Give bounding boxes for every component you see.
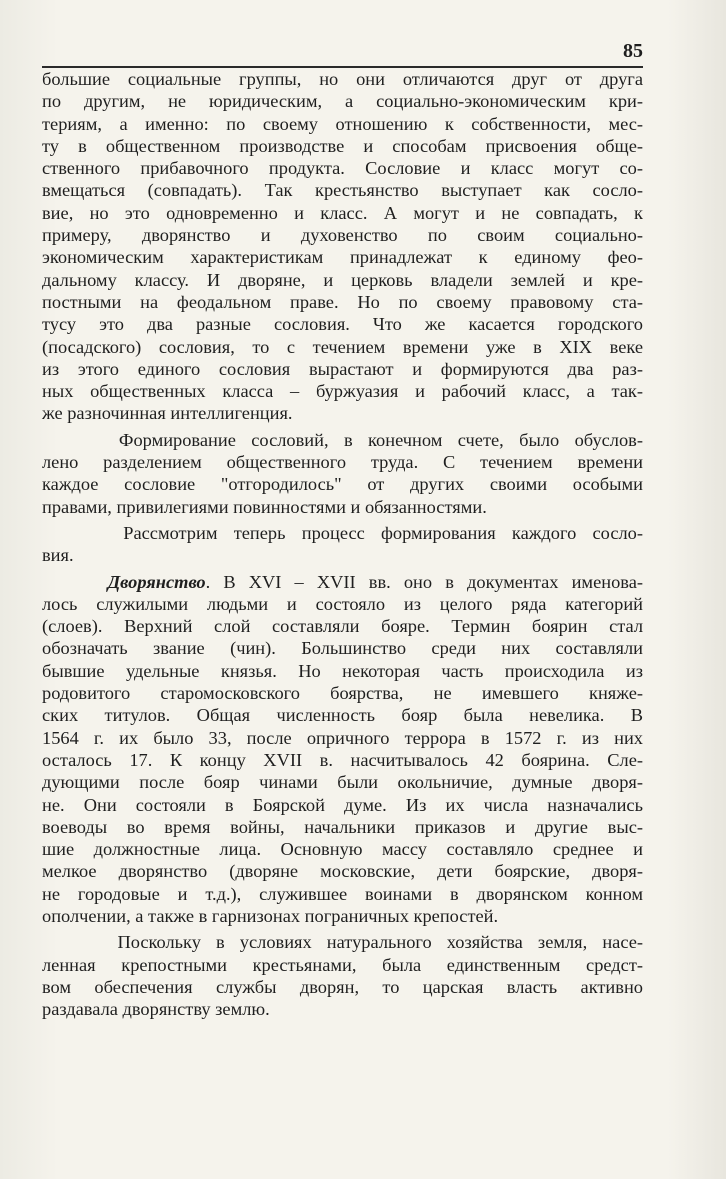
- text-line: мелкое дворянство (дворяне московские, дети боярские, дворя-: [42, 861, 643, 882]
- text-line: Рассмотрим теперь процесс формирования каждого сосло-: [42, 522, 643, 543]
- text-line: осталось 17. К концу XVII в. насчитывалось 42 боярина. Сле-: [42, 749, 643, 770]
- text-line: родовитого старомосковского боярства, не имевшего княже-: [42, 683, 643, 704]
- text-line: ских титулов. Общая численность бояр была невелика. В: [42, 705, 643, 726]
- text-line: ных общественных класса – буржуазия и рабочий класс, а так-: [42, 381, 643, 402]
- text-line: не городовые и т.д.), служившее воинами в дворянском конном: [42, 883, 643, 904]
- text-line: (посадского) сословия, то с течением времени уже в XIX веке: [42, 336, 643, 357]
- text-line: (слоев). Верхний слой составляли бояре. Термин боярин стал: [42, 616, 643, 637]
- text-line: Формирование сословий, в конечном счете, было обуслов-: [42, 429, 643, 450]
- text-line: дующими после бояр чинами были окольничие, думные дворя-: [42, 772, 643, 793]
- paragraph-land: [42, 931, 643, 1020]
- paragraph-estate-formation: [42, 429, 643, 518]
- text-line: же разночинная интеллигенция.: [42, 403, 293, 424]
- text-line: тусу это два разные сословия. Что же касается городского: [42, 314, 643, 335]
- text-line-first: [42, 571, 643, 593]
- page-number: 85: [623, 40, 643, 62]
- text-line: шие должностные лица. Основную массу составляло среднее и: [42, 839, 643, 860]
- text-line: дальному классу. И дворяне, и церковь владели землей и кре-: [42, 269, 643, 290]
- text-line: экономическим характеристикам принадлежат к единому фео-: [42, 247, 643, 268]
- text-line: вия.: [42, 545, 74, 566]
- text-line: вмещаться (совпадать). Так крестьянство выступает как сосло-: [42, 180, 643, 201]
- text-line: не. Они состояли в Боярской думе. Из их числа назначались: [42, 794, 643, 815]
- text-line: ополчении, а также в гарнизонах пограничных крепостей.: [42, 905, 499, 926]
- text-line: ту в общественном производстве и способам присвоения обще-: [42, 135, 643, 156]
- text-line: по другим, не юридическим, а социально-экономическим кри-: [42, 91, 643, 112]
- text-line: вом обеспечения службы дворян, то царская власть активно: [42, 976, 643, 997]
- term-nobility: Дворянство: [107, 571, 206, 592]
- text-line: правами, привилегиями повинностями и обязанностями.: [42, 496, 487, 517]
- text-line: лось служилыми людьми и состояло из целого ряда категорий: [42, 593, 643, 614]
- text-line: вие, но это одновременно и класс. А могут и не совпадать, к: [42, 202, 643, 223]
- paragraph-nobility: [42, 571, 643, 928]
- page-body: [42, 68, 643, 1020]
- text-line: лено разделением общественного труда. С течением времени: [42, 452, 643, 473]
- paragraph-social-groups: [42, 68, 643, 425]
- text-line: раздавала дворянству землю.: [42, 999, 270, 1020]
- text-line: каждое сословие "отгородилось" от других своими особыми: [42, 474, 643, 495]
- text-line: постными на феодальном праве. Но по своему правовому ста-: [42, 291, 643, 312]
- text-line: примеру, дворянство и духовенство по своим социально-: [42, 225, 643, 246]
- first-line-rest: . В XVI – XVII вв. оно в документах именова-: [205, 571, 643, 592]
- text-line: воеводы во время войны, начальники приказов и другие выс-: [42, 816, 643, 837]
- text-line: обозначать звание (чин). Большинство среди них составляли: [42, 638, 643, 659]
- text-line: териям, а именно: по своему отношению к собственности, мес-: [42, 113, 643, 134]
- paragraph-consider: [42, 522, 643, 567]
- text-line: ленная крепостными крестьянами, была единственным средст-: [42, 954, 643, 975]
- text-line: ственного прибавочного продукта. Сословие и класс могут со-: [42, 158, 643, 179]
- text-line: Поскольку в условиях натурального хозяйства земля, насе-: [42, 932, 643, 953]
- text-line: из этого единого сословия вырастают и формируются два раз-: [42, 358, 643, 379]
- text-line: большие социальные группы, но они отличаются друг от друга: [42, 69, 643, 89]
- text-line: бывшие удельные князья. Но некоторая часть происходила из: [42, 660, 643, 681]
- text-line: 1564 г. их было 33, после опричного террора в 1572 г. из них: [42, 727, 643, 748]
